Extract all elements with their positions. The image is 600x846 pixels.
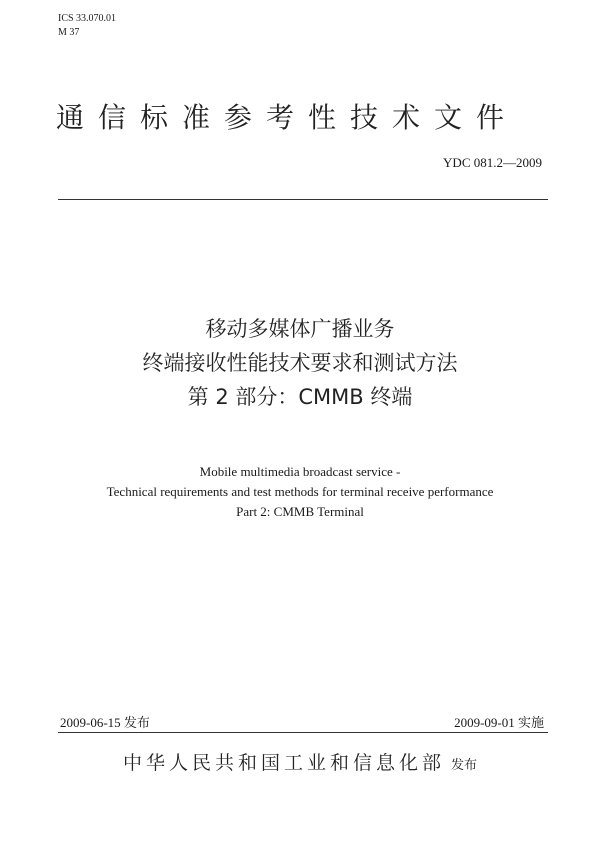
document-number: YDC 081.2—2009 xyxy=(443,155,542,170)
bottom-divider xyxy=(58,732,548,733)
class-code: M 37 xyxy=(58,27,80,38)
english-title-line-1: Mobile multimedia broadcast service - xyxy=(199,464,401,479)
classification-codes xyxy=(58,12,116,40)
issuing-organization: 中华人民共和国工业和信息化部 xyxy=(122,752,445,774)
chinese-title-line-1: 移动多媒体广播业务 xyxy=(205,317,395,341)
implement-date: 2009-09-01 实施 xyxy=(454,715,544,730)
chinese-title-line-2: 终端接收性能技术要求和测试方法 xyxy=(142,351,458,375)
chinese-title xyxy=(0,312,600,414)
issue-verb: 发布 xyxy=(451,758,478,773)
ics-code: ICS 33.070.01 xyxy=(58,13,117,24)
publish-date: 2009-06-15 发布 xyxy=(60,715,150,730)
english-title-line-3: Part 2: CMMB Terminal xyxy=(236,504,364,519)
chinese-title-line-3: 第 2 部分：CMMB 终端 xyxy=(187,385,413,409)
issuer-line xyxy=(0,748,600,775)
english-title-line-2: Technical requirements and test methods for terminal receive performance xyxy=(106,484,494,499)
top-divider xyxy=(58,199,548,200)
english-title xyxy=(0,462,600,522)
document-type-heading: 通信标准参考性技术文件 xyxy=(56,101,519,134)
